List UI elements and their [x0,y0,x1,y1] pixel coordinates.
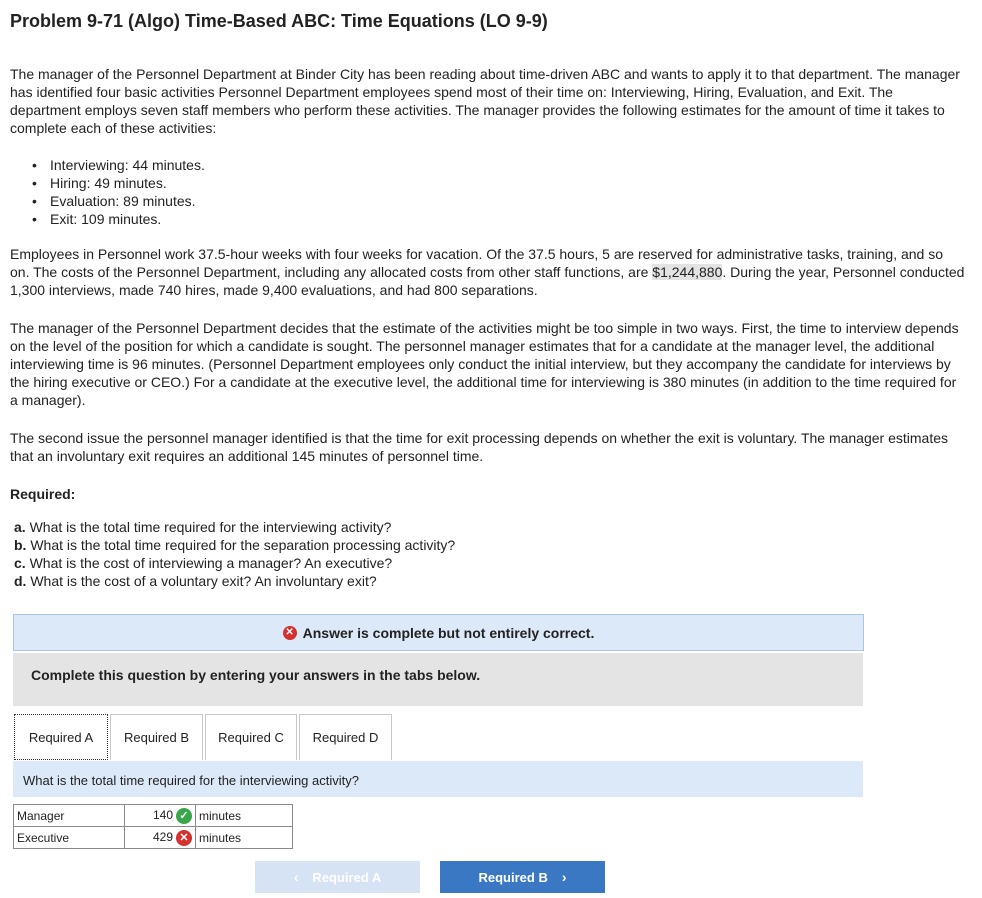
manager-minutes-input[interactable] [125,805,196,827]
activity-item: • Hiring: 49 minutes. [30,174,205,192]
question-item [14,554,455,572]
question-prompt-bar [13,761,863,797]
activity-item: • Evaluation: 89 minutes. [30,192,205,210]
question-text: What is the total time required for the interviewing activity? [25,519,392,535]
result-banner [13,614,864,651]
table-row [14,827,293,849]
row-label: Executive [14,827,125,849]
exit-time-paragraph: The second issue the personnel manager identified is that the time for exit processing depends on whether the exit is voluntary. The manager estimates that an involuntary exit requires an additional 145 minutes of personnel time. [10,430,949,464]
question-letter: b. [14,537,27,553]
check-icon: ✓ [176,808,192,824]
question-item [14,536,455,554]
answer-table [13,804,293,849]
question-letter: c. [14,555,26,571]
question-text: What is the cost of interviewing a manager? An executive? [25,555,393,571]
prev-required-button[interactable] [255,861,420,893]
problem-title: Problem 9-71 (Algo) Time-Based ABC: Time Equations (LO 9-9) [10,11,548,31]
unit-label: minutes [196,805,293,827]
unit-label: minutes [196,827,293,849]
activity-item: • Interviewing: 44 minutes. [30,156,205,174]
activity-list [30,156,205,228]
table-row [14,805,293,827]
x-icon: ✕ [283,626,297,640]
instruction-text: Complete this question by entering your answers in the tabs below. [31,667,481,683]
question-item [14,572,455,590]
question-text: What is the total time required for the separation processing activity? [26,537,456,553]
question-letter: a. [14,519,26,535]
tab-required-d[interactable]: Required D [299,714,392,760]
para2-text-a: Employees in Personnel work 37.5-hour weeks with four weeks for vacation. Of the 37.5 hours, 5 are reserved for administrative tasks, training, and so on. The costs of the Personnel Department, including any allocated costs from other staff functions, are [10,246,944,280]
required-heading: Required: [10,486,76,502]
answer-value: 140 [152,807,173,822]
para2-text-b: . During the year, Personnel conducted 1,300 interviews, made 740 hires, made 9,400 evaluations, and had 800 separations. [10,264,965,298]
instruction-box [13,653,863,706]
answer-value: 429 [152,829,173,844]
question-letter: d. [14,573,27,589]
chevron-right-icon: › [561,869,567,885]
next-required-button[interactable] [440,861,605,893]
executive-minutes-input[interactable] [125,827,196,849]
intro-paragraph: The manager of the Personnel Department at Binder City has been reading about time-driven ABC and wants to apply it to that department. The manager has identified four basic activities Personnel Department employees spend most of their time on: Interviewing, Hiring, Evaluation, and Exit. The department employs seven staff members who perform these activities. The manager provides the following estimates for the amount of time it takes to complete each of these activities: [10,66,960,136]
interview-time-paragraph: The manager of the Personnel Department decides that the estimate of the activities might be too simple in two ways. First, the time to interview depends on the level of the position for which a candidate is sought. The personnel manager estimates that for a candidate at the manager level, the additional interviewing time is 96 minutes. (Personnel Department employees only conduct the initial interview, but they accompany the candidate for interviews by the hiring executive or CEO.) For a candidate at the executive level, the additional time for interviewing is 380 minutes (in addition to the time required for a manager). [10,320,959,408]
x-icon: ✕ [176,830,192,846]
activity-item: • Exit: 109 minutes. [30,210,205,228]
row-label: Manager [14,805,125,827]
result-banner-text: Answer is complete but not entirely correct. [302,624,595,641]
required-questions [14,518,455,590]
chevron-left-icon: ‹ [293,869,299,885]
question-prompt: What is the total time required for the interviewing activity? [23,773,359,788]
next-button-label: Required B [478,869,548,885]
question-item [14,518,455,536]
question-text: What is the cost of a voluntary exit? An involuntary exit? [26,573,377,589]
tab-required-a[interactable]: Required A [14,714,108,760]
work-hours-paragraph [10,245,965,299]
tab-required-b[interactable]: Required B [110,714,203,760]
department-cost: $1,244,880 [652,264,723,280]
prev-button-label: Required A [312,869,382,885]
tab-required-c[interactable]: Required C [205,714,297,760]
